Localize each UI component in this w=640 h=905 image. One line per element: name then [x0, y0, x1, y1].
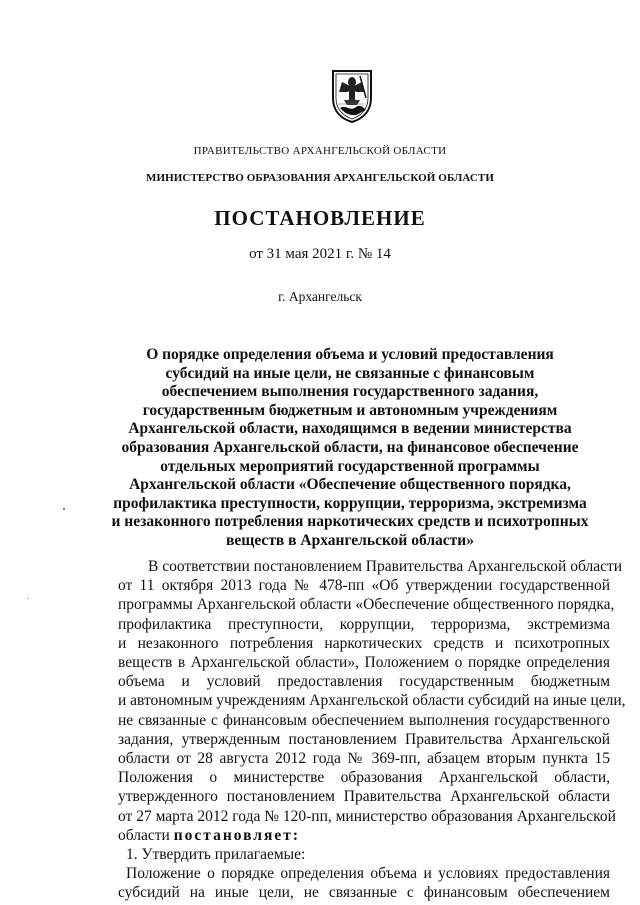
resolution-keyword: постановляет	[173, 826, 293, 844]
item-1: 1. Утвердить прилагаемые:	[126, 846, 306, 864]
ministry-name: МИНИСТЕРСТВО ОБРАЗОВАНИЯ АРХАНГЕЛЬСКОЙ ОБЛАСТИ	[145, 172, 494, 184]
body-line: утвержденного постановлением Правительства Архангельской области	[118, 788, 610, 806]
scan-speck	[28, 598, 29, 599]
title-line: Архангельской области «Обеспечение общественного порядка,	[129, 476, 571, 494]
body-line: программы Архангельской области «Обеспечение общественного порядка,	[118, 596, 615, 614]
title-line: и незаконного потребления наркотических средств и психотропных	[111, 513, 589, 531]
title-line: профилактика преступности, коррупции, терроризма, экстремизма	[113, 494, 587, 512]
title-line: Архангельской области, находящимся в ведении министерства	[128, 420, 572, 438]
body-line: от 27 марта 2012 года № 120-пп, министерство образования Архангельской	[118, 807, 616, 825]
body-line: объема и условий предоставления государственным бюджетным	[118, 673, 610, 691]
document-body	[118, 557, 626, 903]
scan-speck	[63, 508, 65, 510]
document-date-number: от 31 мая 2021 г. № 14	[249, 246, 391, 262]
body-line: не связанные с финансовым обеспечением выполнения государственного	[118, 711, 610, 729]
title-line: субсидий на иные цели, не связанные с финансовым	[165, 364, 535, 382]
title-line: государственным бюджетным и автономным учреждениям	[142, 401, 558, 419]
document-city: г. Архангельск	[278, 289, 362, 304]
arkhangelsk-coat-of-arms-icon	[330, 68, 374, 124]
body-line: веществ в Архангельской области», Положением о порядке определения	[118, 654, 610, 672]
document-type: ПОСТАНОВЛЕНИЕ	[214, 206, 426, 230]
title-line: обеспечением выполнения государственного задания,	[161, 383, 539, 401]
body-line: и автономным учреждениям Архангельской области субсидий на иные цели,	[118, 692, 626, 710]
body-line: В соответствии постановлением Правительства Архангельской области	[148, 558, 623, 575]
body-line: Положения о министерстве образования Архангельской области,	[118, 769, 610, 787]
title-line: образования Архангельской области, на финансовое обеспечение	[121, 438, 579, 456]
resolution-colon: :	[292, 826, 301, 844]
body-line: Положение о порядке определения объема и условиях предоставления	[126, 865, 610, 883]
title-line: отдельных мероприятий государственной программы	[160, 457, 540, 475]
document-title	[100, 346, 600, 551]
resolution-line	[118, 826, 610, 845]
body-line: задания, утвержденным постановлением Правительства Архангельской	[118, 730, 610, 748]
government-name: ПРАВИТЕЛЬСТВО АРХАНГЕЛЬСКОЙ ОБЛАСТИ	[193, 145, 447, 157]
title-line: веществ в Архангельской области»	[226, 531, 474, 549]
body-line: и незаконного потребления наркотических средств и психотропных	[118, 634, 610, 652]
body-line: от 11 октября 2013 года № 478-пп «Об утверждении государственной	[118, 577, 610, 595]
body-line: области от 28 августа 2012 года № 369-пп, абзацем вторым пункта 15	[118, 750, 610, 768]
body-line: профилактика преступности, коррупции, терроризма, экстремизма	[118, 615, 610, 633]
title-line: О порядке определения объема и условий предоставления	[146, 346, 554, 363]
resolution-prefix: области	[118, 826, 174, 844]
body-line: субсидий на иные цели, не связанные с финансовым обеспечением	[118, 884, 610, 902]
